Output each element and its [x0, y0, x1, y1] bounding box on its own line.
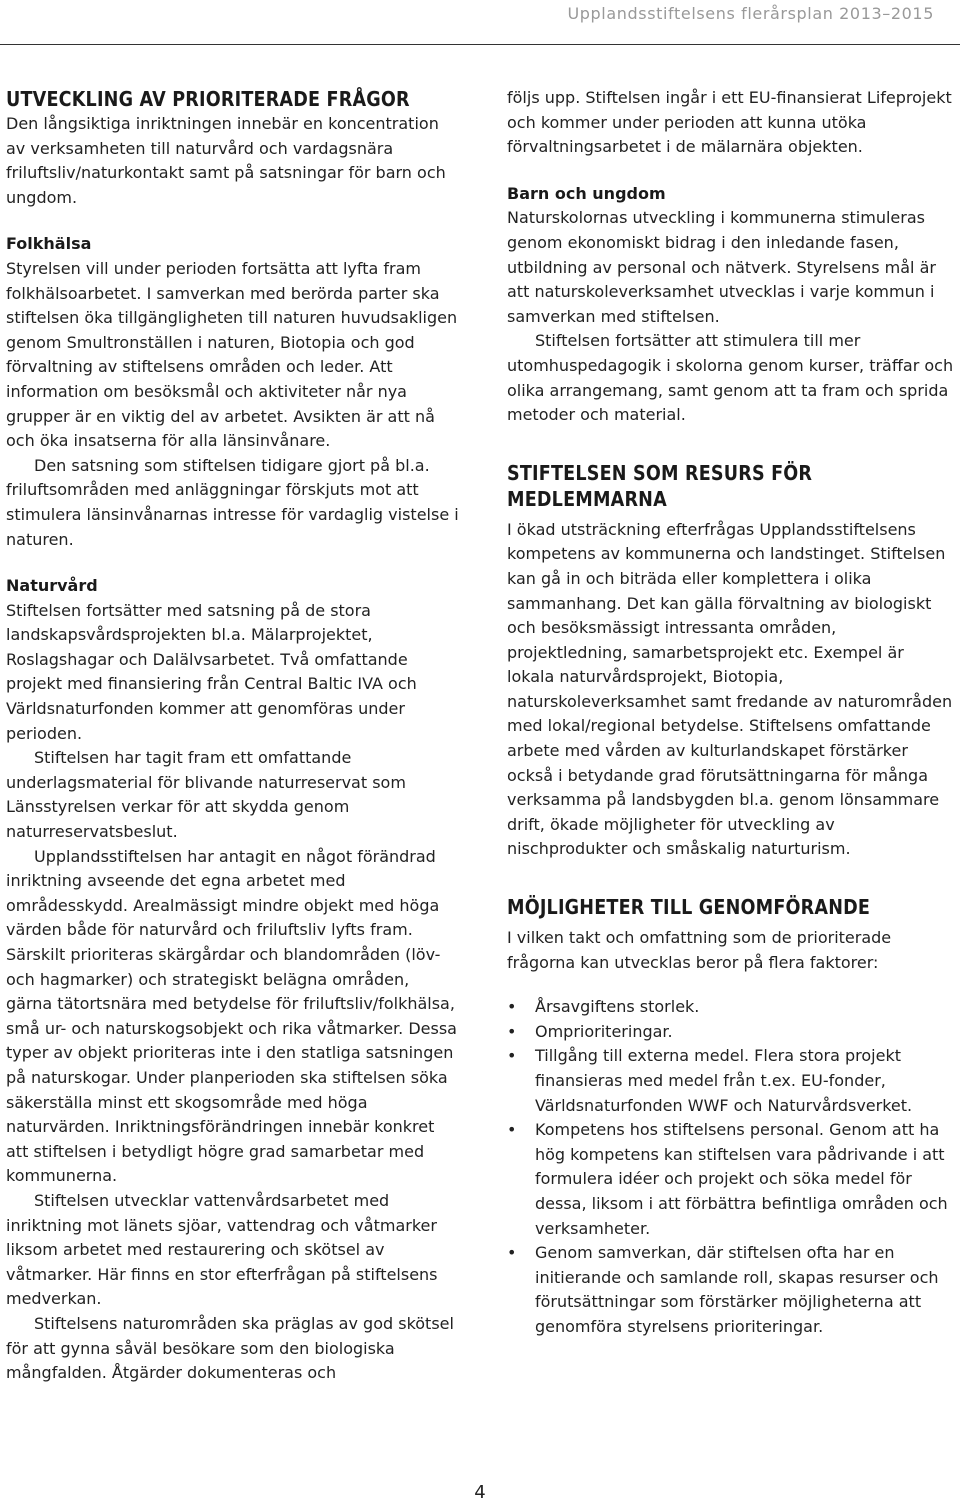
folkhalsa-paragraph-2: Den satsning som stiftelsen tidigare gjort på bl.a. friluftsområden med anläggningar förskjuts mot att stimulera länsinvånarnas intresse för vardaglig vistelse i naturen. — [6, 455, 459, 549]
bullet-icon: • — [507, 1021, 517, 1041]
naturvard-paragraph-1: Stiftelsen fortsätter med satsning på de stora landskapsvårdsprojekten bl.a. Mälarprojektet, Roslagshagar och Dalälvsarbetet. Två omfattande projekt med finansiering från Central Baltic IVA och Världsnaturfonden kommer att genomföras under perioden. — [6, 600, 417, 743]
bullet-icon: • — [507, 997, 517, 1017]
resurs-paragraph: I ökad utsträckning efterfrågas Upplandsstiftelsens kompetens av kommunerna och landstinget. Stiftelsen kan gå in och biträda eller komplettera i olika sammanhang. Det kan gälla förvaltning av biologiskt och besöksmässigt intressanta områden, projektledning, samarbetsprojekt etc. Exempel är lokala naturvårdsprojekt, Biotopia, naturskoleverksamhet samt fredande av naturområden med lokal/regional betydelse. Stiftelsens omfattande arbete med vården av kulturlandskapet förstärker också i betydande grad förutsättningarna för många verksamma på landsbygden bl.a. genom lönsammare drift, ökade möjligheter för utveckling av nischprodukter och småskalig naturturism. — [507, 519, 953, 859]
list-item — [507, 1241, 955, 1339]
barn-paragraph-1: Naturskolornas utveckling i kommunerna stimuleras genom ekonomiskt bidrag i den inledande fasen, utbildning av personal och nätverk. Styrelsens mål är att naturskoleverksamhet utvecklas i varje kommun i samverkan med stiftelsen. — [507, 208, 936, 326]
subheading-folkhalsa: Folkhälsa — [6, 234, 92, 254]
left-column — [6, 86, 459, 1386]
continuation-paragraph: följs upp. Stiftelsen ingår i ett EU-finansierat Lifeprojekt och kommer under perioden att kunna utöka förvaltningsarbetet i de mälarnära objekten. — [507, 88, 952, 157]
naturvard-paragraph-3: Upplandsstiftelsen har antagit en något förändrad inriktning avseende det egna arbetet med områdesskydd. Arealmässigt mindre objekt med höga värden både för naturvård och friluftsliv lyfts fram. Särskilt prioriteras skärgårdar och blandområden (löv- och hagmarker) och strategiskt belägna områden, gärna tätortsnära med betydelse för friluftsliv/folkhälsa, små ur- och naturskogsobjekt och rika våtmarker. Dessa typer av objekt prioriteras inte i den statliga satsningen på naturskogar. Under planperioden ska stiftelsen söka säkerställa minst ett skogsområde med höga naturvärden. Inriktningsförändringen innebär konkret att stiftelsen i betydligt högre grad samarbetar med kommunerna. — [6, 846, 457, 1186]
spacer — [507, 428, 955, 460]
right-column — [507, 86, 955, 1340]
list-item-text: Kompetens hos stiftelsens personal. Genom att ha hög kompetens kan stiftelsen vara pådrivande i att formulera idéer och projekt och söka medel för dessa, liksom i att förbättra befintliga områden och verksamheter. — [535, 1120, 948, 1238]
list-item-text: Årsavgiftens storlek. — [535, 997, 700, 1017]
factors-list — [507, 995, 955, 1339]
list-item — [507, 1118, 955, 1241]
bullet-icon: • — [507, 1243, 517, 1263]
list-item — [507, 1044, 955, 1118]
list-item-text: Genom samverkan, där stiftelsen ofta har en initierande och samlande roll, skapas resurser och förutsättningar som förstärker möjligheterna att genomföra styrelsens prioriteringar. — [535, 1243, 939, 1336]
list-item-text: Tillgång till externa medel. Flera stora projekt finansieras med medel från t.ex. EU-fonder, Världsnaturfonden WWF och Naturvårdsverket. — [535, 1046, 913, 1115]
list-item — [507, 995, 955, 1020]
naturvard-paragraph-2: Stiftelsen har tagit fram ett omfattande underlagsmaterial för blivande naturreservat som Länsstyrelsen verkar för att skydda genom naturreservatsbeslut. — [6, 748, 406, 842]
bullet-icon: • — [507, 1120, 517, 1140]
naturvard-paragraph-5: Stiftelsens naturområden ska präglas av god skötsel för att gynna såväl besökare som den biologiska mångfalden. Åtgärder dokumenteras och — [6, 1313, 454, 1383]
page-number: 4 — [474, 1482, 486, 1503]
barn-paragraph-2: Stiftelsen fortsätter att stimulera till mer utomhuspedagogik i skolorna genom kurser, träffar och olika arrangemang, samt genom att ta fram och sprida metoder och material. — [507, 331, 954, 425]
section-heading-utveckling: UTVECKLING AV PRIORITERADE FRÅGOR — [6, 87, 410, 111]
subheading-naturvard: Naturvård — [6, 576, 98, 596]
list-item — [507, 1020, 955, 1045]
section-heading-mojligheter: MÖJLIGHETER TILL GENOMFÖRANDE — [507, 895, 871, 920]
folkhalsa-paragraph-1: Styrelsen vill under perioden fortsätta att lyfta fram folkhälsoarbetet. I samverkan med berörda parter ska stiftelsen öka tillgängligheten till naturen huvudsakligen genom Smultronställen i naturen, Biotopia och god förvaltning av stiftelsens områden och leder. Att information om besöksmål och aktiviteter når nya grupper är en viktig del av arbetet. Avsikten är att nå och öka insatserna för alla länsinvånare. — [6, 258, 458, 451]
list-item-text: Omprioriteringar. — [535, 1021, 673, 1041]
mojligheter-intro: I vilken takt och omfattning som de prioriterade frågorna kan utvecklas beror på flera faktorer: — [507, 928, 892, 972]
subheading-barn-och-ungdom: Barn och ungdom — [507, 183, 666, 203]
intro-paragraph: Den långsiktiga inriktningen innebär en koncentration av verksamheten till naturvård och vardagsnära friluftsliv/naturkontakt samt på satsningar för barn och ungdom. — [6, 114, 446, 207]
running-header: Upplandsstiftelsens flerårsplan 2013–2015 — [567, 4, 934, 23]
naturvard-paragraph-4: Stiftelsen utvecklar vattenvårdsarbetet med inriktning mot länets sjöar, vattendrag och våtmarker liksom arbetet med restaurering och skötsel av våtmarker. Här finns en stor efterfrågan på stiftelsens medverkan. — [6, 1190, 438, 1309]
bullet-icon: • — [507, 1046, 517, 1066]
spacer — [507, 862, 955, 894]
header-rule — [0, 44, 960, 45]
spacer — [507, 160, 955, 182]
spacer — [507, 975, 955, 995]
spacer — [6, 552, 459, 574]
spacer — [6, 210, 459, 232]
section-heading-resurs: STIFTELSEN SOM RESURS FÖR MEDLEMMARNA — [507, 460, 813, 511]
